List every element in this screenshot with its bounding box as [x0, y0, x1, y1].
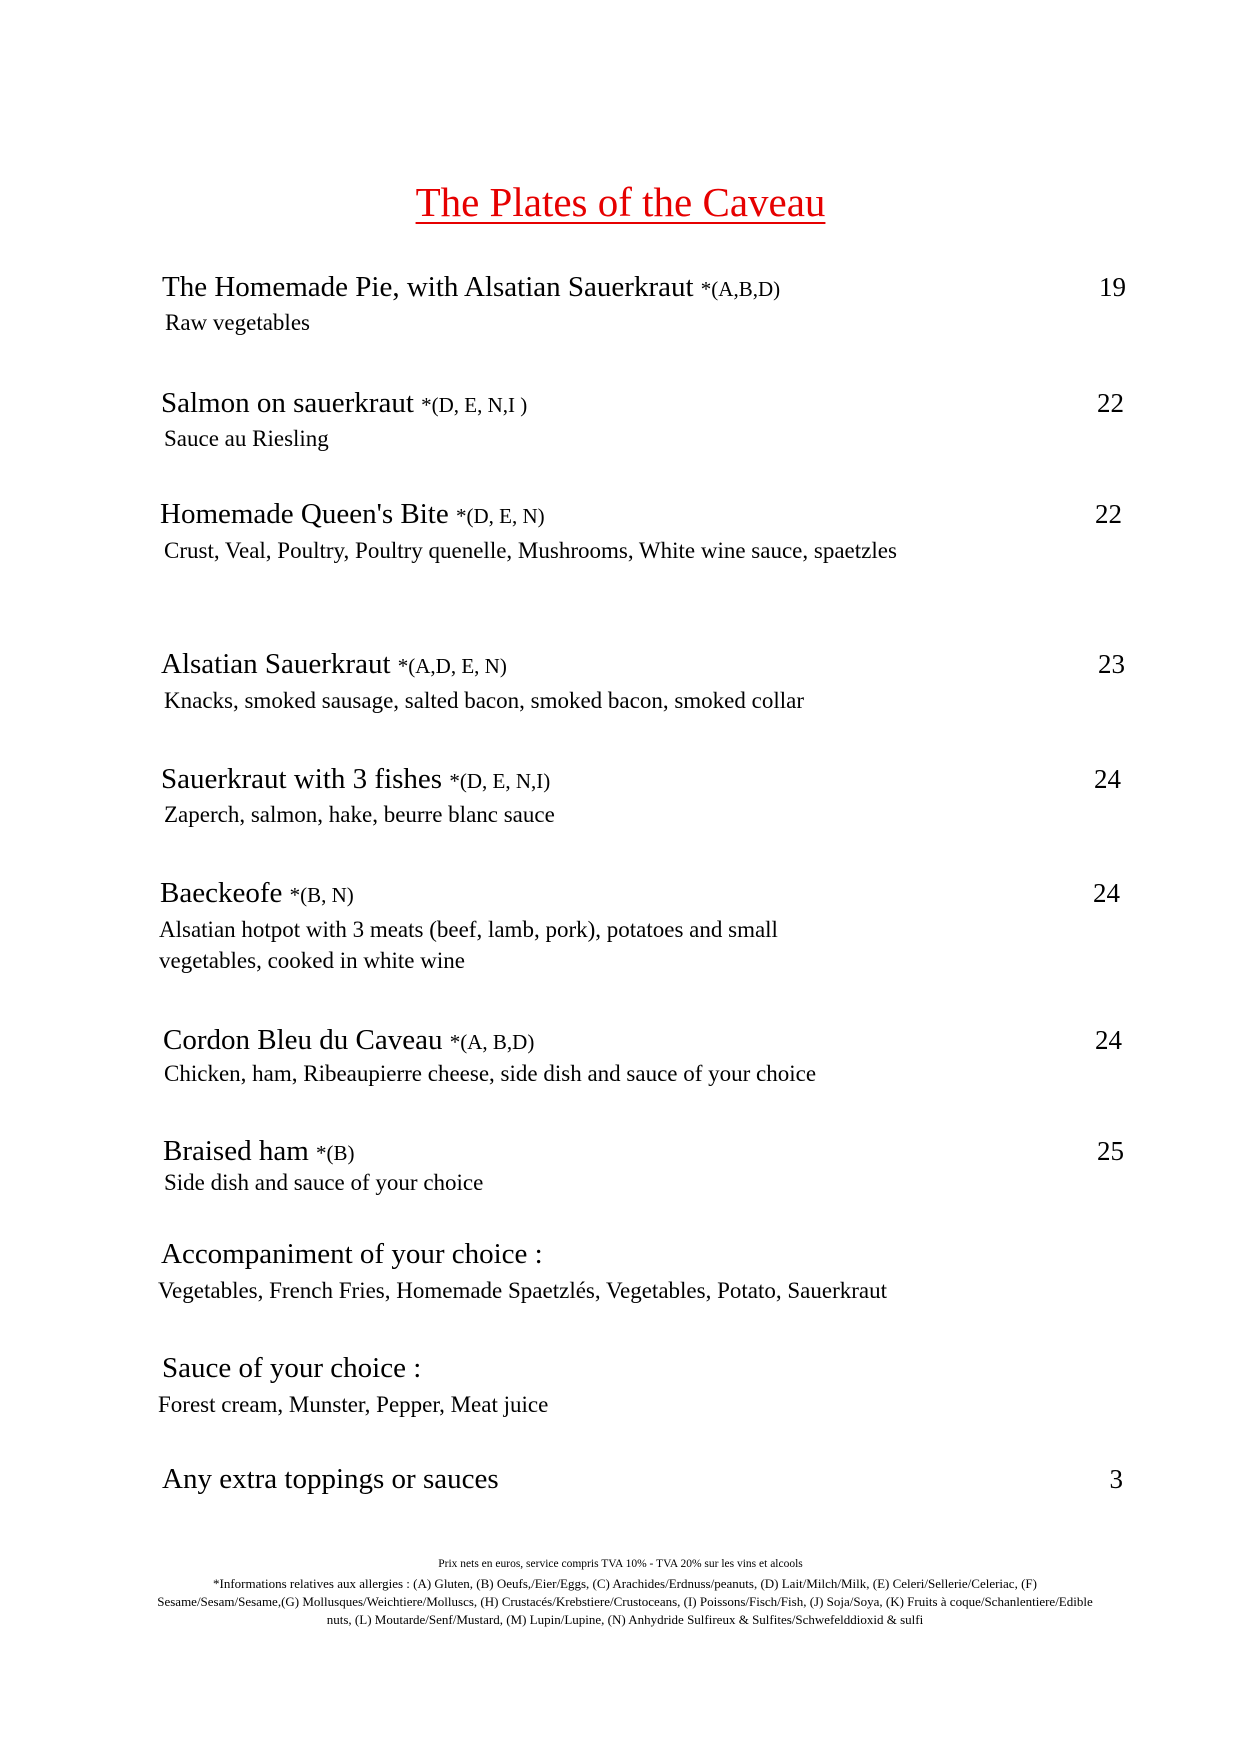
- dish-price: 19: [1099, 272, 1126, 302]
- dish-description: Zaperch, salmon, hake, beurre blanc sauce: [164, 802, 555, 827]
- dish-name-line: [162, 270, 780, 306]
- dish-name: The Homemade Pie, with Alsatian Sauerkraut: [162, 271, 694, 303]
- sauce-heading: Sauce of your choice :: [162, 1352, 422, 1384]
- dish-name: Homemade Queen's Bite: [160, 498, 449, 530]
- menu-title-text: The Plates of the Caveau: [415, 179, 826, 225]
- allergy-information: *Informations relatives aux allergies : (A) Gluten, (B) Oeufs,/Eier/Eggs, (C) Arachides/Erdnuss/peanuts, (D) Lait/Milch/Milk, (E) Celeri/Sellerie/Celeriac, (F) Sesame/Sesam/Sesame,(G) Mollusques/Weichtiere/Molluscs, (H) Crustacés/Krebstiere/Crustoceans, (I) Poissons/Fisch/Fish, (J) Soja/Soya, (K) Fruits à coque/Schanlentiere/Edible nuts, (L) Moutarde/Senf/Mustard, (M) Lupin/Lupine, (N) Anhydride Sulfireux & Sulfites/Schwefelddioxid & sulfi: [157, 1576, 1093, 1627]
- dish-price: 23: [1098, 649, 1125, 679]
- allergen-codes: *(D, E, N): [455, 504, 545, 528]
- allergen-codes: *(A,B,D): [700, 277, 781, 301]
- dish-name-line: [161, 762, 550, 798]
- dish-name: Salmon on sauerkraut: [161, 387, 414, 419]
- dish-price: 25: [1097, 1136, 1124, 1166]
- allergen-codes: *(B): [316, 1141, 355, 1165]
- dish-name: Cordon Bleu du Caveau: [163, 1024, 450, 1056]
- dish-description: Knacks, smoked sausage, salted bacon, smoked bacon, smoked collar: [164, 688, 804, 713]
- dish-name-line: [160, 876, 354, 912]
- dish-name: Sauerkraut with 3 fishes: [161, 763, 443, 795]
- allergen-codes: *(B, N): [289, 883, 354, 907]
- dish-description: Chicken, ham, Ribeaupierre cheese, side dish and sauce of your choice: [164, 1061, 817, 1086]
- dish-name-line: [161, 647, 507, 683]
- dish-name-line: [163, 1023, 534, 1059]
- menu-title: [0, 178, 1241, 226]
- allergen-codes: *(D, E, N,I ): [421, 393, 528, 417]
- dish-description: Sauce au Riesling: [164, 426, 329, 451]
- dish-name-line: [163, 1134, 355, 1170]
- dish-price: 24: [1094, 764, 1121, 794]
- accompaniment-heading: Accompaniment of your choice :: [161, 1238, 543, 1270]
- dish-name-line: [161, 386, 527, 422]
- allergen-codes: *(A,D, E, N): [397, 654, 507, 678]
- dish-name-line: [160, 497, 545, 533]
- dish-price: 24: [1095, 1025, 1122, 1055]
- dish-description: Crust, Veal, Poultry, Poultry quenelle, Mushrooms, White wine sauce, spaetzles: [164, 538, 897, 563]
- accompaniment-options: Vegetables, French Fries, Homemade Spaetzlés, Vegetables, Potato, Sauerkraut: [158, 1278, 887, 1303]
- dish-description: Raw vegetables: [165, 310, 310, 335]
- dish-price: 22: [1097, 388, 1124, 418]
- price-note: Prix nets en euros, service compris TVA 10% - TVA 20% sur les vins et alcools: [438, 1558, 803, 1570]
- dish-price: 22: [1095, 499, 1122, 529]
- allergen-codes: *(D, E, N,I): [449, 769, 551, 793]
- sauce-options: Forest cream, Munster, Pepper, Meat juice: [158, 1392, 549, 1417]
- dish-name: Alsatian Sauerkraut: [161, 648, 391, 680]
- extra-toppings-price: 3: [1109, 1464, 1123, 1494]
- dish-description: Side dish and sauce of your choice: [164, 1170, 484, 1195]
- dish-name: Baeckeofe: [160, 877, 283, 909]
- dish-price: 24: [1093, 878, 1120, 908]
- dish-name: Braised ham: [163, 1135, 309, 1167]
- extra-toppings-label: Any extra toppings or sauces: [162, 1463, 499, 1495]
- allergen-codes: *(A, B,D): [449, 1030, 535, 1054]
- dish-description: Alsatian hotpot with 3 meats (beef, lamb, pork), potatoes and small vegetables, cooked in white wine: [159, 917, 778, 973]
